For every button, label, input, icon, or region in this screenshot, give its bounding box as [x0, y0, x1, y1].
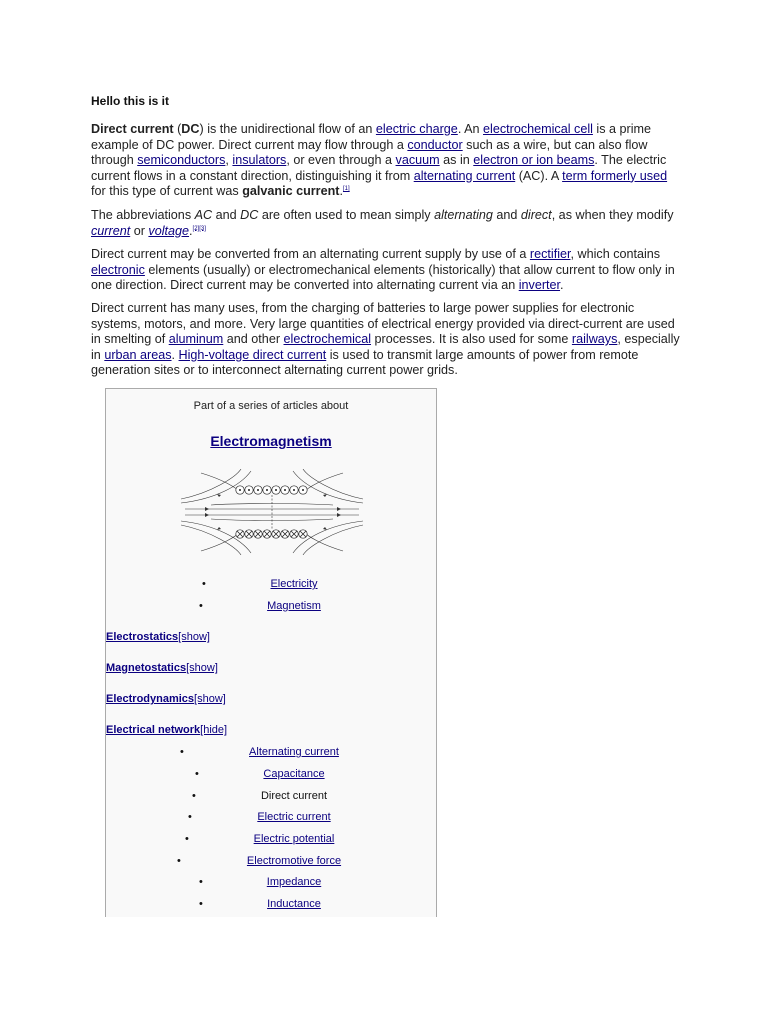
link-electric-current[interactable]: Electric current: [257, 811, 331, 823]
network-list-item: [106, 811, 436, 825]
link-alternating-current-item[interactable]: Alternating current: [249, 746, 339, 758]
link-inverter[interactable]: inverter: [518, 278, 561, 292]
link-railways[interactable]: railways: [571, 332, 618, 346]
toggle-show-electrodynamics[interactable]: [show]: [194, 693, 226, 705]
paragraph-conversion: Direct current may be converted from an alternating current supply by use of a rectifier, which contains electronic elements (usually) or electromechanical elements (historically) that allow current to flow only in one direction. Direct current may be converted into alternating current via an inverter.: [91, 247, 675, 292]
link-urban-areas[interactable]: urban areas: [104, 347, 172, 362]
link-electromotive-force[interactable]: Electromotive force: [246, 855, 342, 867]
link-aluminum[interactable]: aluminum: [168, 332, 224, 346]
network-list-item: [106, 768, 436, 782]
paragraph-abbreviations: The abbreviations AC and DC are often used to mean simply alternating and direct, as when they modify current or voltage.[2][3]: [91, 208, 674, 238]
link-term-formerly-used[interactable]: term formerly used: [562, 168, 668, 183]
current-article-label: Direct current: [260, 790, 328, 802]
link-electrodynamics[interactable]: Electrodynamics: [106, 693, 195, 705]
paragraph-uses: Direct current has many uses, from the charging of batteries to large power supplies for electronic systems, motors, and more. Very large quantities of electrical energy provided via direct-current are used in smelting of aluminum and other electrochemical processes. It is also used for some railways, especially in urban areas. High-voltage direct current is used to transmit large amounts of power from remote generation sites or to interconnect alternating current power grids.: [91, 301, 680, 377]
link-electronic[interactable]: electronic: [91, 262, 145, 277]
section-electrical-network: [106, 724, 227, 736]
bullet-icon: •: [199, 600, 203, 612]
page-title: Hello this is it: [91, 94, 170, 108]
solenoid-magnetic-field-diagram: [181, 469, 363, 555]
link-hvdc[interactable]: High-voltage direct current: [178, 347, 327, 362]
section-magnetostatics: [106, 662, 218, 674]
link-inductance[interactable]: Inductance: [267, 898, 321, 910]
link-electromagnetism[interactable]: Electromagnetism: [210, 433, 332, 449]
link-capacitance[interactable]: Capacitance: [263, 768, 325, 780]
section-electrostatics: [106, 631, 210, 643]
network-list-item: [106, 790, 436, 804]
infobox-title: [106, 433, 436, 449]
bullet-icon: •: [192, 790, 196, 802]
reference-link[interactable]: [1]: [342, 185, 350, 192]
link-electrical-network[interactable]: Electrical network: [106, 724, 201, 736]
toggle-show-electrostatics[interactable]: [show]: [178, 631, 210, 643]
electromagnetism-infobox: [105, 388, 437, 917]
infobox-top-item: [106, 600, 436, 614]
link-vacuum[interactable]: vacuum: [395, 153, 440, 167]
link-impedance[interactable]: Impedance: [266, 876, 322, 888]
link-electrochemical-cell[interactable]: electrochemical cell: [483, 122, 593, 136]
bullet-icon: •: [185, 833, 189, 845]
link-electric-charge[interactable]: electric charge: [375, 122, 458, 136]
network-list-item: [106, 855, 436, 869]
link-semiconductors[interactable]: semiconductors: [137, 153, 226, 167]
bold-abbr: DC: [181, 122, 200, 136]
bold-galvanic-current: galvanic current: [242, 184, 340, 198]
bullet-icon: •: [188, 811, 192, 823]
bullet-icon: •: [202, 578, 206, 590]
link-conductor[interactable]: conductor: [407, 137, 463, 152]
network-list-item: [106, 876, 436, 890]
network-list-item: [106, 898, 436, 912]
toggle-hide-electrical-network[interactable]: [hide]: [200, 724, 228, 736]
infobox-intro: Part of a series of articles about: [193, 400, 349, 412]
link-magnetism[interactable]: Magnetism: [267, 600, 321, 612]
paragraph-intro: Direct current (DC) is the unidirectional flow of an electric charge. An electrochemical cell is a prime example of DC power. Direct current may flow through a conductor such as a wire, but can also flow through semiconductors, insulators, or even through a vacuum as in electron or ion beams. The electric current flows in a constant direction, distinguishing it from alternating current (AC). A term formerly used for this type of current was galvanic current.[1]: [91, 122, 668, 198]
reference-link[interactable]: [2][3]: [192, 225, 206, 232]
link-electric-potential[interactable]: Electric potential: [253, 833, 335, 845]
link-alternating-current[interactable]: alternating current: [413, 168, 516, 183]
link-insulators[interactable]: insulators: [232, 153, 287, 167]
bullet-icon: •: [180, 746, 184, 758]
link-current[interactable]: current: [91, 223, 131, 238]
infobox-top-item: [106, 578, 436, 592]
network-list-item: [106, 746, 436, 760]
bullet-icon: •: [199, 898, 203, 910]
toggle-show-magnetostatics[interactable]: [show]: [186, 662, 218, 674]
bold-term: Direct current: [91, 122, 174, 136]
network-list-item: [106, 833, 436, 847]
link-voltage[interactable]: voltage: [148, 223, 190, 238]
bullet-icon: •: [195, 768, 199, 780]
link-electrochemical[interactable]: electrochemical: [283, 332, 372, 346]
link-electron-ion-beams[interactable]: electron or ion beams: [473, 153, 595, 167]
bullet-icon: •: [177, 855, 181, 867]
bullet-icon: •: [199, 876, 203, 888]
section-electrodynamics: [106, 693, 226, 705]
link-electricity[interactable]: Electricity: [270, 578, 318, 590]
link-magnetostatics[interactable]: Magnetostatics: [106, 662, 187, 674]
link-rectifier[interactable]: rectifier: [529, 247, 571, 261]
link-electrostatics[interactable]: Electrostatics: [106, 631, 179, 643]
